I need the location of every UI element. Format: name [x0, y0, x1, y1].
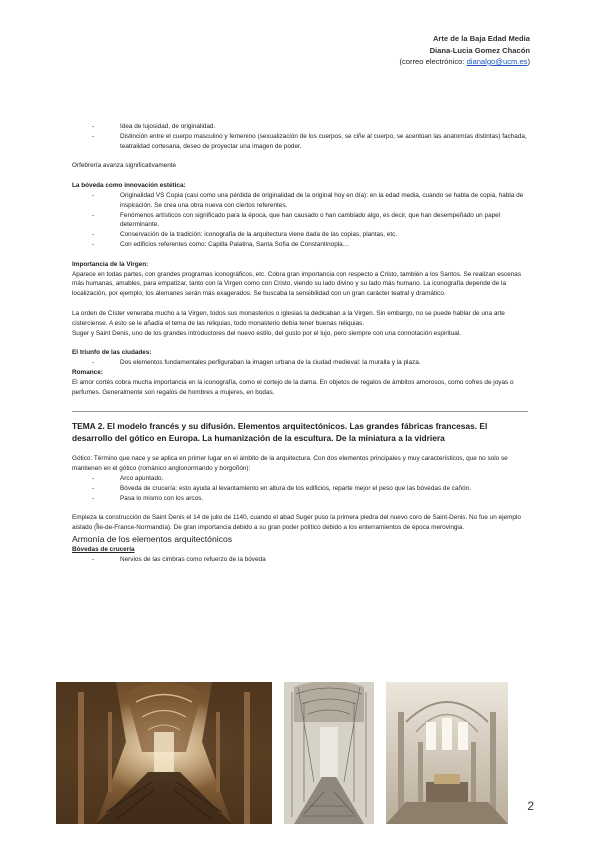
email-link[interactable]: dianalgo@ucm.es	[466, 57, 528, 66]
gotico-paragraph: Gótico: Término que nace y se aplica en primer lugar en el ámbito de la arquitectura. Con dos elementos principales y muy característicos, que no solo se mantienen en el gótico (románico anglonormando y borgoñón):	[72, 455, 508, 473]
course-title: Arte de la Baja Edad Media	[432, 34, 530, 43]
list-item: - Nervios de las cimbras como refuerzo de la bóveda	[72, 555, 528, 565]
list-item: - Bóveda de crucería: esto ayuda al levantamiento en altura de los edificios, reparte mejor el peso que las bóvedas de cañón.	[72, 484, 528, 494]
tema2-heading: TEMA 2. El modelo francés y su difusión. Elementos arquitectónicos. Las grandes fábricas francesas. El desarrollo del gótico en Europa. La humanización de la escultura. De la miniatura a la vidriera	[72, 421, 488, 444]
intro-bullet-list	[72, 122, 528, 151]
section-divider	[72, 411, 528, 412]
virgen-paragraph-2: La orden de Císter veneraba mucho a la Virgen, todos sus monasterios o iglesias la dedicaban a la Virgen. Sin embargo, no se puede hablar de una arte cisterciense. A esto se le añadía el tema de las reliquias, todo monasterio debía tener buenas reliquias.	[72, 309, 505, 327]
bovedas-subheading: Bóvedas de crucería	[72, 545, 135, 553]
email-prefix: (correo electrónico:	[399, 57, 467, 66]
list-item: - Pasa lo mismo con los arcos.	[72, 494, 528, 504]
ciudades-bullet-list	[72, 358, 528, 368]
nave-interior-photo	[56, 682, 272, 824]
gotico-bullet-list	[72, 474, 528, 503]
virgen-paragraph-1: Aparece en todas partes, con grandes programas iconográficos, etc. Cobra gran importancia con respecto a Cristo, también a los Santos. Se realizan escenas más humanas, amables, para empatizar, tanto con la Virgen como con Cristo, viendo su lado divino y su lado más humano. La iconografía depende de la localización, por ejemplo, los alemanes serán más exagerados. Se buscaba la sensibilidad con un gran carácter teatral y dramático.	[72, 270, 522, 298]
saint-denis-paragraph: Empieza la construcción de Saint Denis el 14 de julio de 1140, cuando el abad Suger puso la primera piedra del nuevo coro de Saint-Denis. No fue un ejemplo aislado (Île-de-France-Normandía). De gran importancia debido a su gran poder político debido a los enterramientos de época merovingia.	[72, 514, 521, 532]
page-number: 2	[527, 799, 534, 813]
ciudades-heading: El triunfo de las ciudades:	[72, 349, 152, 357]
boveda-heading: La bóveda como innovación estética:	[72, 182, 186, 190]
document-body	[72, 122, 528, 565]
list-item: - Con edificios referentes como: Capilla Palatina, Santa Sofía de Constantinopla…	[72, 240, 528, 250]
romance-heading: Romance:	[72, 368, 103, 376]
romance-paragraph: El amor cortés cobra mucha importancia en la iconografía, como el cortejo de la dama. En objetos de regalos de ámbitos amorosos, como cofres de joyas o perfumes. Generalmente son regalos de hombres a mujeres, en bodas.	[72, 378, 514, 396]
cathedral-photo-strip	[56, 682, 508, 824]
email-suffix: )	[527, 57, 530, 66]
list-item: - Distinción entre el cuerpo masculino y femenino (sexualización de los cuerpos, se ciñe al cuerpo, se acentúan las anatomías distintas) fachada, teatralidad cortesana, deseo de proyectar una imagen de poder.	[72, 132, 528, 152]
boveda-bullet-list	[72, 191, 528, 250]
list-item: - Idea de lujosidad, de originalidad.	[72, 122, 528, 132]
virgen-heading: Importancia de la Virgen:	[72, 260, 149, 268]
armonia-bullet-list	[72, 555, 528, 565]
armonia-heading: Armonía de los elementos arquitectónicos	[72, 533, 233, 544]
orfebreria-text: Orfebrería avanza significativamente	[72, 162, 177, 170]
list-item: - Conservación de la tradición: iconografía de la arquitectura viene dada de las copias, plantas, etc.	[72, 230, 528, 240]
email-line	[399, 56, 530, 68]
list-item: - Arco apuntado.	[72, 474, 528, 484]
list-item: - Fenómenos artísticos con significado para la época, que han causado o han cambiado algo, es decir, que han desempeñado un papel determinante.	[72, 211, 528, 231]
page-header	[399, 33, 530, 68]
list-item: - Dos elementos fundamentales perfiguraban la imagen urbana de la ciudad medieval: la muralla y la plaza.	[72, 358, 528, 368]
cathedral-engraving-image	[284, 682, 374, 824]
author-name: Diana-Lucia Gomez Chacón	[429, 45, 530, 55]
choir-interior-photo	[386, 682, 508, 824]
list-item: - Originalidad VS Copia (casi como una pérdida de originalidad de la original hoy en día): en la edad media, cuando se habla de copia, habla de inspiración. Se crea una obra nueva con ciertos referentes.	[72, 191, 528, 211]
virgen-paragraph-3: Suger y Saint Denis, uno de los grandes introductores del nuevo estilo, del gusto por el lujo, pero siempre con una connotación espiritual.	[72, 329, 461, 337]
